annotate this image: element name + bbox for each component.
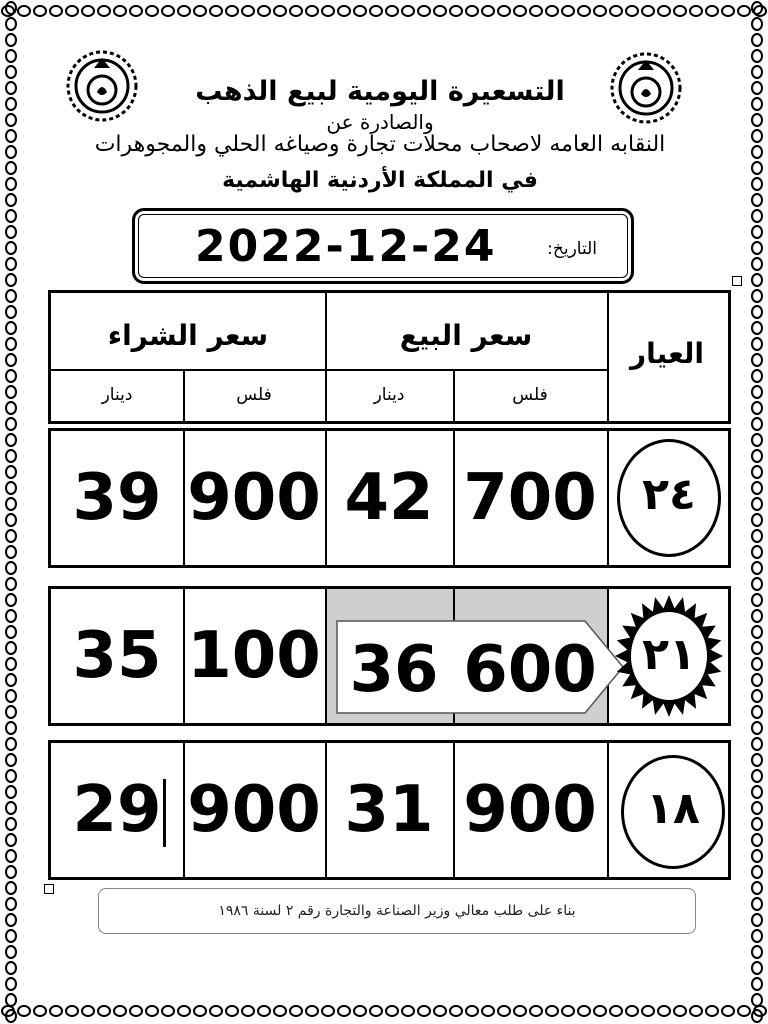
buy-fils-value: 900 xyxy=(187,461,321,535)
date-box xyxy=(132,208,634,284)
sell-fils-value: 700 xyxy=(463,461,597,535)
price-table-header xyxy=(48,290,731,424)
page-title: التسعيرة اليومية لبيع الذهب xyxy=(195,76,565,107)
chain-border-left xyxy=(0,0,22,1024)
karat-header: العيار xyxy=(630,337,704,370)
syndicate-logo-icon xyxy=(608,50,684,126)
sell-fils-value: 900 xyxy=(463,773,597,847)
date-value: 2022-12-24 xyxy=(195,221,497,272)
syndicate-name: النقابه العامه لاصحاب محلات تجارة وصياغه الحلي والمجوهرات xyxy=(94,132,666,157)
buy-dinar-value: 35 xyxy=(72,619,162,693)
country-name: في المملكة الأردنية الهاشمية xyxy=(222,168,538,193)
sell-fils-unit: فلس xyxy=(512,385,548,405)
buy-dinar-unit: دينار xyxy=(101,385,133,405)
footer-note: بناء على طلب معالي وزير الصناعة والتجارة رقم ٢ لسنة ١٩٨٦ xyxy=(98,888,696,934)
buy-fils-unit: فلس xyxy=(236,385,272,405)
price-row-21k xyxy=(48,586,731,726)
karat-value: ٢٤ xyxy=(642,469,696,520)
buy-price-header: سعر الشراء xyxy=(107,319,269,352)
sell-dinar-value: 42 xyxy=(344,461,434,535)
chain-border-bottom xyxy=(0,1000,768,1022)
text-cursor xyxy=(163,779,166,847)
sell-price-header: سعر البيع xyxy=(399,319,533,352)
sell-dinar-unit: دينار xyxy=(373,385,405,405)
sell-dinar-value: 36 xyxy=(349,633,439,707)
syndicate-logo-icon xyxy=(64,48,140,124)
date-label: التاريخ: xyxy=(547,239,597,259)
selection-handle[interactable] xyxy=(732,276,742,286)
chain-border-top xyxy=(0,0,768,22)
karat-value: ٢١ xyxy=(642,629,696,680)
issued-by-text: والصادرة عن xyxy=(326,110,434,134)
chain-border-right xyxy=(746,0,768,1024)
selection-handle[interactable] xyxy=(44,884,54,894)
sell-fils-value: 600 xyxy=(463,633,597,707)
buy-fils-value: 900 xyxy=(187,773,321,847)
karat-value: ١٨ xyxy=(646,783,700,834)
buy-dinar-value: 39 xyxy=(72,461,162,535)
buy-dinar-value: 29 xyxy=(72,773,162,847)
price-row-18k xyxy=(48,740,731,880)
price-row-24k xyxy=(48,428,731,568)
buy-fils-value: 100 xyxy=(187,619,321,693)
sell-dinar-value: 31 xyxy=(344,773,434,847)
